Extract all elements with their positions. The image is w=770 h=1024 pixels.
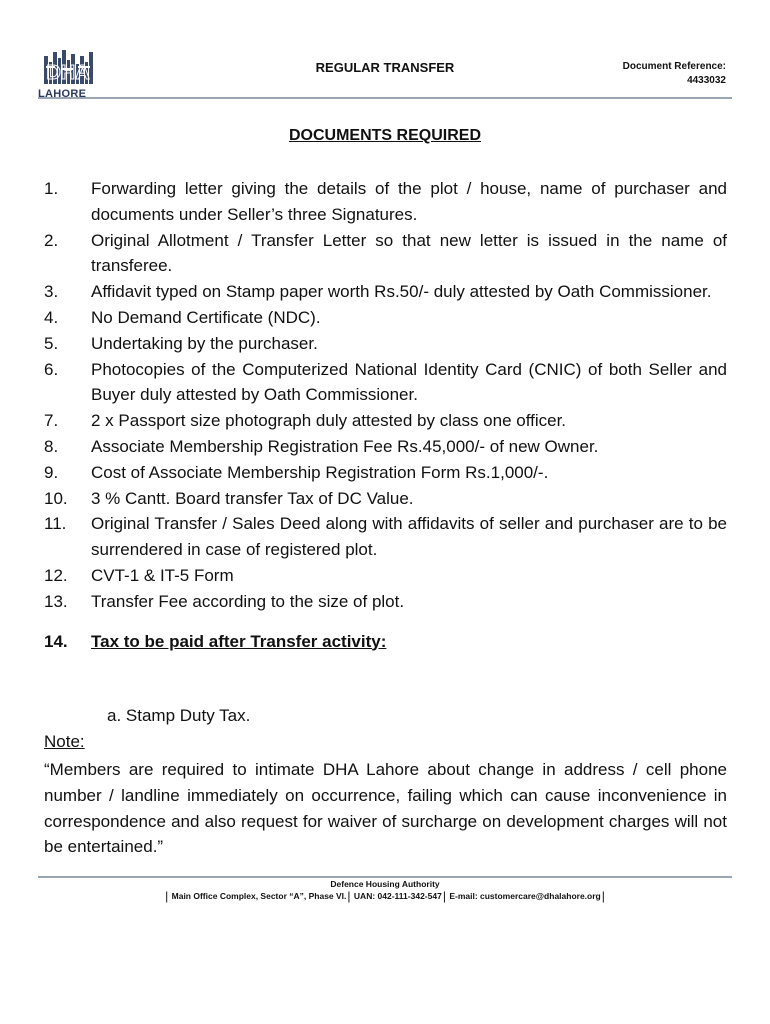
list-item [44,279,727,305]
separator: | [442,889,446,903]
item-text: CVT-1 & IT-5 Form [91,565,234,585]
note-body: “Members are required to intimate DHA Lahore about change in address / cell phone number / landline immediately on occurrence, failing which can cause inconvenience in correspondence and also request for waiver of surcharge on development charges will not be entertained.” [44,760,727,857]
list-item [44,305,727,331]
item-text: Associate Membership Registration Fee Rs.45,000/- of new Owner. [91,436,599,456]
item-number: 2. [44,230,59,250]
item-text: Transfer Fee according to the size of plot. [91,591,405,611]
list-item [44,563,727,589]
svg-text:DHA: DHA [46,62,90,84]
list-item [44,357,727,409]
item-text: Forwarding letter giving the details of the plot / house, name of purchaser and documents under Seller’s three Signatures. [91,179,727,224]
document-title: REGULAR TRANSFER [315,60,455,75]
list-item [44,331,727,357]
list-item [44,486,727,512]
item-number: 5. [44,333,59,353]
separator: | [601,889,605,903]
footer-contact-line [0,889,770,903]
list-item [44,176,727,228]
list-item-tax-heading [44,629,727,655]
list-item [44,589,727,615]
section-title: DOCUMENTS REQUIRED [288,127,481,144]
item-number: 14. [44,631,68,651]
footer-email[interactable]: E-mail: customercare@dhalahore.org [449,891,601,901]
list-item [44,460,727,486]
separator: | [165,889,169,903]
note-label: Note: [44,732,85,751]
reference-value: 4433032 [687,75,726,86]
item-number: 4. [44,307,59,327]
separator: | [347,889,351,903]
header-divider [38,97,732,99]
item-number: 6. [44,359,59,379]
footer-organization: Defence Housing Authority [330,879,440,889]
item-number: 7. [44,411,59,431]
requirements-list [44,176,727,654]
item-number: 3. [44,282,59,302]
item-number: 9. [44,462,59,482]
list-item [44,228,727,280]
item-number: 8. [44,436,59,456]
item-number: 10. [44,488,68,508]
item-text: Original Allotment / Transfer Letter so that new letter is issued in the name of transferee. [91,230,727,276]
footer-divider [38,876,732,878]
list-item [44,408,727,434]
item-number: 13. [44,591,68,611]
list-item [44,511,727,563]
footer-address: Main Office Complex, Sector “A”, Phase VI. [171,891,347,901]
item-text: 2 x Passport size photograph duly attested by class one officer. [91,411,567,431]
item-text: Tax to be paid after Transfer activity: [91,631,387,651]
item-text: Affidavit typed on Stamp paper worth Rs.50/- duly attested by Oath Commissioner. [91,282,712,302]
item-text: Cost of Associate Membership Registration Form Rs.1,000/-. [91,462,549,482]
item-text: 3 % Cantt. Board transfer Tax of DC Value. [91,488,414,508]
item-number: 11. [44,514,67,534]
item-number: 12. [44,565,68,585]
sub-item-stamp-duty: a. Stamp Duty Tax. [107,706,251,725]
list-item [44,434,727,460]
reference-label: Document Reference: [622,61,726,72]
item-text: No Demand Certificate (NDC). [91,307,321,327]
footer-uan: UAN: 042-111-342-547 [353,891,442,901]
item-text: Original Transfer / Sales Deed along with affidavits of seller and purchaser are to be surrendered in case of registered plot. [91,514,727,560]
logo-text: LAHORE [38,88,87,100]
document-reference [623,60,726,88]
item-text: Photocopies of the Computerized National Identity Card (CNIC) of both Seller and Buyer duly attested by Oath Commissioner. [91,359,727,405]
item-number: 1. [44,179,59,198]
item-text: Undertaking by the purchaser. [91,333,318,353]
